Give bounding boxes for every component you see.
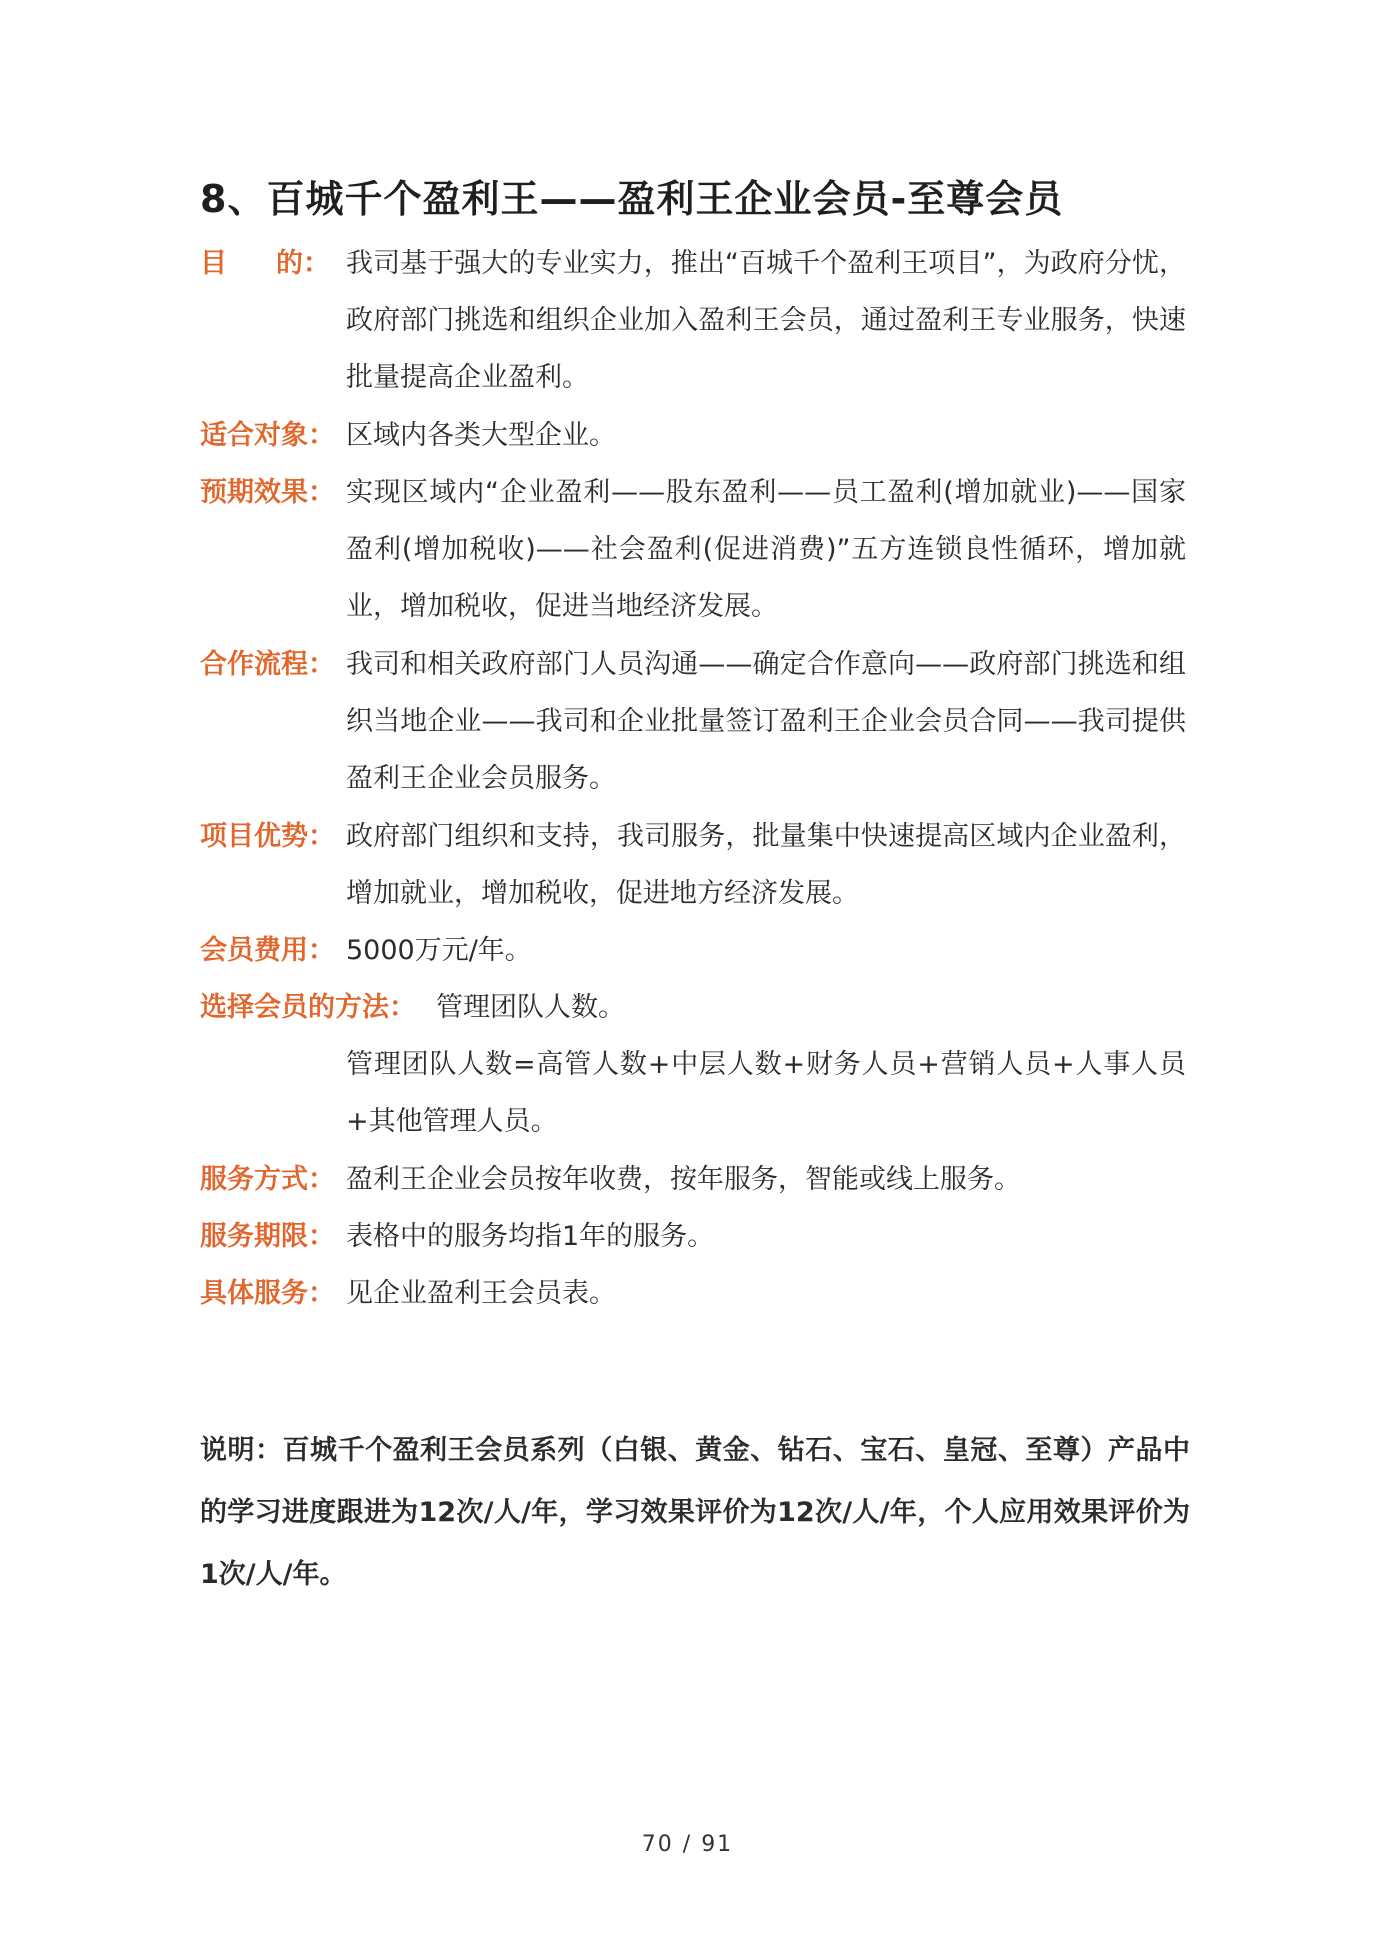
section-text: 政府部门组织和支持，我司服务，批量集中快速提高区域内企业盈利，增加就业，增加税收，促进地方经济发展。 xyxy=(346,821,1186,909)
section-label: 具体服务： xyxy=(200,1278,335,1309)
section-text: 盈利王企业会员按年收费，按年服务，智能或线上服务。 xyxy=(346,1164,1021,1195)
section-expected-effect xyxy=(200,464,1190,635)
section-service-mode xyxy=(200,1151,1190,1208)
section-text: 我司和相关政府部门人员沟通——确定合作意向——政府部门挑选和组织当地企业——我司和企业批量签订盈利王企业会员合同——我司提供盈利王企业会员服务。 xyxy=(346,649,1186,794)
section-label: 项目优势： xyxy=(200,821,335,852)
section-cooperation-process xyxy=(200,636,1190,807)
section-text: 见企业盈利王会员表。 xyxy=(346,1278,616,1309)
section-advantage xyxy=(200,808,1190,922)
section-target xyxy=(200,407,1190,464)
note-paragraph: 说明：百城千个盈利王会员系列（白银、黄金、钻石、宝石、皇冠、至尊）产品中的学习进度跟进为12次/人/年，学习效果评价为12次/人/年，个人应用效果评价为1次/人/年。 xyxy=(200,1435,1190,1590)
section-text: 实现区域内“企业盈利——股东盈利——员工盈利(增加就业)——国家盈利(增加税收)——社会盈利(促进消费)”五方连锁良性循环，增加就业，增加税收，促进当地经济发展。 xyxy=(346,477,1186,622)
section-label: 服务期限： xyxy=(200,1221,335,1252)
page-number: 70 / 91 xyxy=(641,1832,734,1857)
section-label: 服务方式： xyxy=(200,1164,335,1195)
section-text: 表格中的服务均指1年的服务。 xyxy=(346,1221,715,1252)
section-text: 区域内各类大型企业。 xyxy=(346,420,616,451)
section-text-continued: 管理团队人数=高管人数+中层人数+财务人员+营销人员+人事人员+其他管理人员。 xyxy=(346,1049,1186,1137)
section-label: 预期效果： xyxy=(200,477,335,508)
label-part-b: 的： xyxy=(276,248,330,279)
section-title: 8、百城千个盈利王——盈利王企业会员-至尊会员 xyxy=(200,177,1064,221)
section-text: 我司基于强大的专业实力，推出“百城千个盈利王项目”，为政府分忧，政府部门挑选和组织企业加入盈利王会员，通过盈利王专业服务，快速批量提高企业盈利。 xyxy=(346,248,1186,393)
section-fee xyxy=(200,922,1190,979)
section-label xyxy=(200,235,330,292)
label-part-a: 目 xyxy=(200,248,227,279)
section-text: 5000万元/年。 xyxy=(346,935,532,966)
section-purpose xyxy=(200,235,1190,406)
section-label: 选择会员的方法： xyxy=(200,992,416,1023)
section-service-period xyxy=(200,1208,1190,1265)
section-label: 适合对象： xyxy=(200,420,335,451)
section-label: 合作流程： xyxy=(200,649,335,680)
section-selection-method xyxy=(200,979,1190,1150)
section-specific-service xyxy=(200,1265,1190,1322)
section-text: 管理团队人数。 xyxy=(436,992,625,1023)
section-label: 会员费用： xyxy=(200,935,335,966)
